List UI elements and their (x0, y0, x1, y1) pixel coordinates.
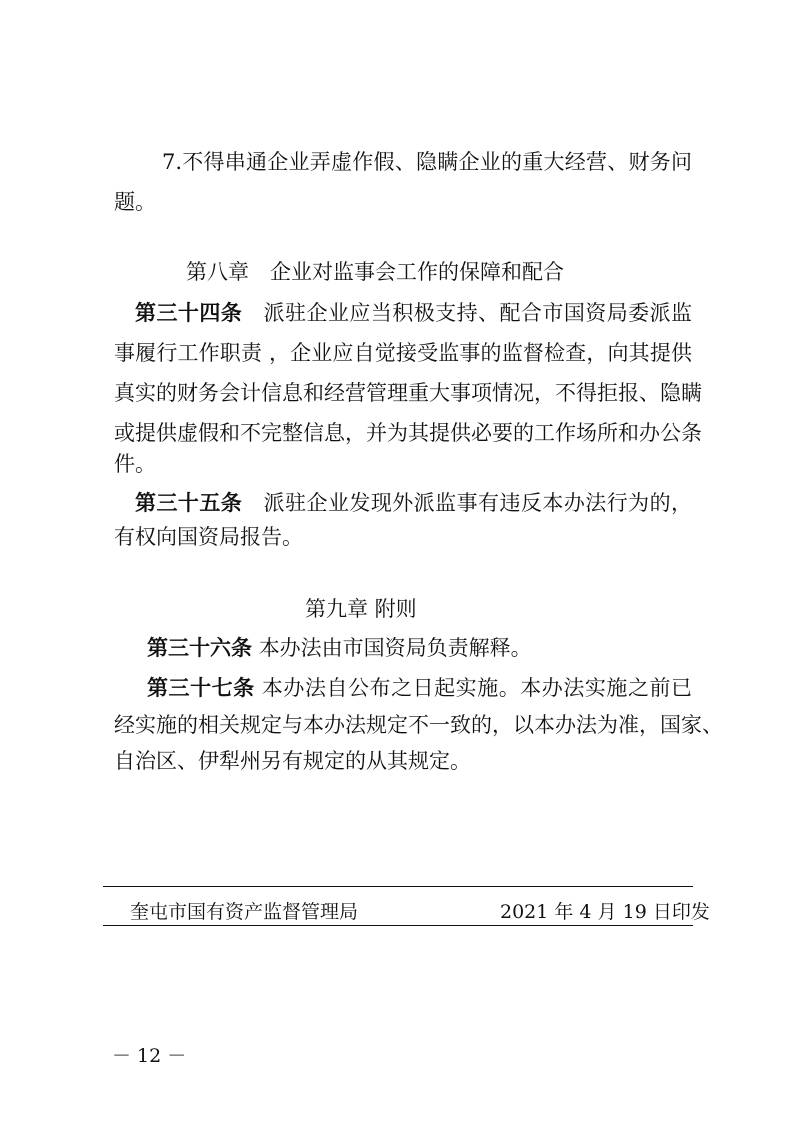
article-37-line-1 (147, 673, 692, 703)
article-34-line-4: 或提供虚假和不完整信息，并为其提供必要的工作场所和办公条 (114, 421, 702, 445)
article-34-line-1 (135, 298, 692, 328)
footer-bottom-rule (103, 925, 693, 926)
article-34-line-5: 件。 (114, 452, 156, 476)
article-37-text: 本办法自公布之日起实施。本办法实施之前已 (261, 676, 693, 700)
page-number: － 12 － (112, 1045, 187, 1067)
article-36-line (147, 633, 532, 663)
article-36-text: 本办法由市国资局负责解释。 (258, 636, 532, 660)
footer-date: 2021 年 4 月 19 日印发 (500, 901, 710, 923)
article-37-label: 第三十七条 (147, 676, 255, 700)
article-36-label: 第三十六条 (147, 636, 252, 660)
item-7-line-1: 7.不得串通企业弄虚作假、隐瞒企业的重大经营、财务问 (162, 150, 692, 174)
article-34-line-2: 事履行工作职责 ，企业应自觉接受监事的监督检查，向其提供 (114, 341, 692, 365)
chapter-9-title: 第九章 附则 (305, 597, 417, 621)
article-37-line-2: 经实施的相关规定与本办法规定不一致的，以本办法为准，国家、 (114, 713, 723, 737)
article-35-line-2: 有权向国资局报告。 (114, 525, 303, 549)
item-7-line-2: 题。 (114, 190, 156, 214)
footer-issuer: 奎屯市国有资产监督管理局 (130, 901, 359, 923)
article-35-line-1 (135, 488, 692, 518)
article-34-text: 派驻企业应当积极支持、配合市国资局委派监 (263, 301, 693, 325)
article-34-label: 第三十四条 (135, 301, 243, 325)
article-37-line-3: 自治区、伊犁州另有规定的从其规定。 (114, 749, 471, 773)
article-34-line-3: 真实的财务会计信息和经营管理重大事项情况，不得拒报、隐瞒 (114, 381, 702, 405)
article-35-text: 派驻企业发现外派监事有违反本办法行为的， (263, 491, 693, 515)
footer-top-rule (103, 886, 693, 887)
article-35-label: 第三十五条 (135, 491, 243, 515)
chapter-8-title: 第八章 企业对监事会工作的保障和配合 (186, 260, 564, 284)
